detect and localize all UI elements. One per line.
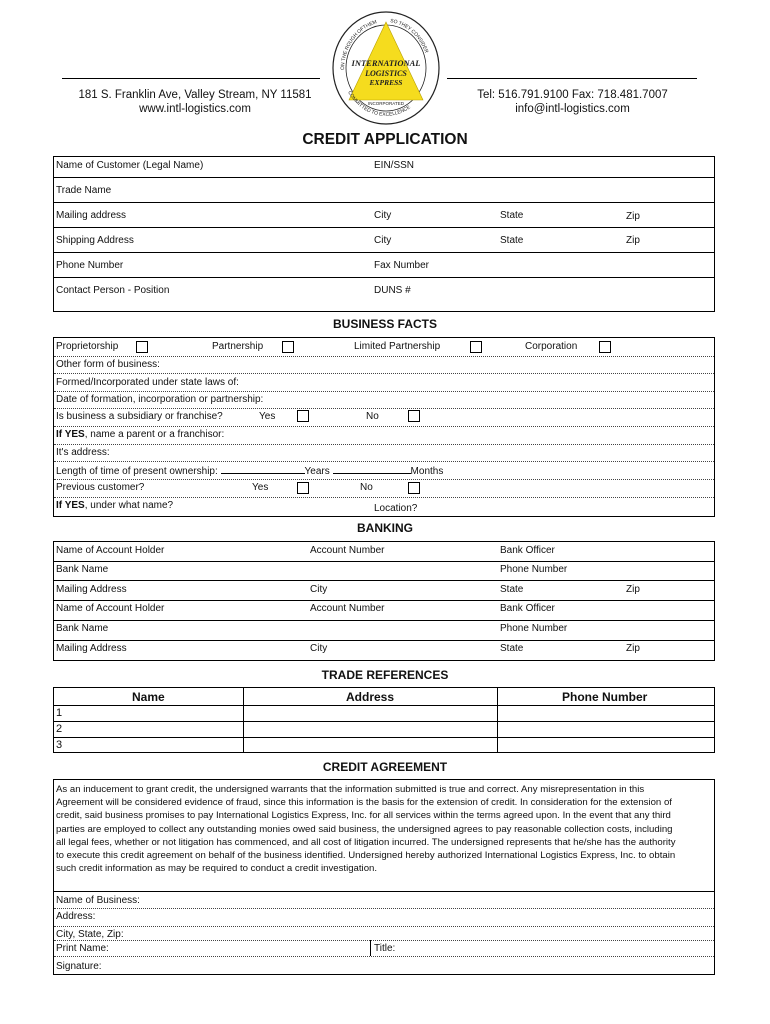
proprietorship-label: Proprietorship — [56, 341, 119, 352]
years-blank[interactable] — [221, 464, 305, 474]
row-divider — [54, 356, 714, 357]
title-field[interactable]: Title: — [374, 943, 396, 954]
previous-no-label: No — [360, 482, 373, 493]
row-divider — [54, 177, 714, 178]
row-divider — [54, 426, 714, 427]
row-divider — [54, 737, 714, 738]
row-divider — [54, 252, 714, 253]
row-divider — [54, 705, 714, 706]
previous-yes-label: Yes — [252, 482, 269, 493]
email-link[interactable]: info@intl-logistics.com — [515, 103, 630, 115]
row-divider — [54, 202, 714, 203]
fax-number-field[interactable]: Fax Number — [374, 260, 430, 271]
phone-fax: Tel: 516.791.9100 Fax: 718.481.7007 — [477, 89, 668, 101]
bank-state-1-field[interactable]: State — [500, 584, 524, 595]
logo-arc-left: ON THE ROUGH OFTHEM — [339, 19, 378, 71]
bank-city-2-field[interactable]: City — [310, 643, 328, 654]
address-line: 181 S. Franklin Ave, Valley Stream, NY 11581 — [78, 89, 312, 101]
other-form-field[interactable]: Other form of business: — [56, 359, 160, 370]
trade-references-title: TRADE REFERENCES — [321, 668, 449, 682]
subsidiary-question: Is business a subsidiary or franchise? — [56, 411, 223, 422]
col-divider — [497, 688, 498, 752]
mailing-address-field[interactable]: Mailing address — [56, 210, 127, 221]
row-divider — [54, 940, 714, 941]
agreement-line: to execute this credit agreement on behalf of the business identified. Undersigned hereby authorized International Logistics Express, Inc. to obtain — [56, 850, 676, 862]
customer-info-box — [53, 156, 715, 312]
partnership-label: Partnership — [212, 341, 264, 352]
logo-name-3: EXPRESS — [369, 78, 403, 87]
agreement-line: such credit information as may be required to conduct a credit investigation. — [56, 863, 378, 875]
signature-field[interactable]: Signature: — [56, 961, 102, 972]
trade-references-table — [53, 687, 715, 753]
city-state-zip-field[interactable]: City, State, Zip: — [56, 929, 124, 940]
previous-name-field[interactable] — [56, 500, 173, 511]
account-number-2-field[interactable]: Account Number — [310, 603, 385, 614]
logo-name-1: INTERNATIONAL — [351, 58, 421, 68]
row-divider — [54, 561, 714, 562]
banking-title: BANKING — [357, 521, 413, 535]
agreement-text — [56, 783, 712, 875]
bank-zip-1-field[interactable]: Zip — [626, 584, 640, 595]
account-number-1-field[interactable]: Account Number — [310, 545, 385, 556]
logo-name-2: LOGISTICS — [365, 69, 407, 78]
account-holder-1-field[interactable]: Name of Account Holder — [56, 545, 165, 556]
col-header-address: Address — [346, 690, 395, 704]
limited-partnership-checkbox[interactable] — [470, 341, 482, 353]
row-divider — [54, 580, 714, 581]
formed-under-field[interactable]: Formed/Incorporated under state laws of: — [56, 377, 239, 388]
row-divider — [54, 926, 714, 927]
bank-state-2-field[interactable]: State — [500, 643, 524, 654]
previous-no-checkbox[interactable] — [408, 482, 420, 494]
credit-agreement-box — [53, 779, 715, 975]
company-contact — [455, 88, 690, 116]
corporation-label: Corporation — [525, 341, 578, 352]
limited-partnership-label: Limited Partnership — [354, 341, 441, 352]
row-divider — [54, 277, 714, 278]
bank-name-1-field[interactable]: Bank Name — [56, 564, 109, 575]
parent-text: , name a parent or a franchisor: — [84, 429, 225, 440]
row-divider — [54, 391, 714, 392]
months-label: Months — [410, 466, 444, 477]
row-divider — [54, 620, 714, 621]
business-facts-title: BUSINESS FACTS — [332, 317, 437, 331]
row-divider — [54, 227, 714, 228]
bank-officer-2-field[interactable]: Bank Officer — [500, 603, 555, 614]
bank-officer-1-field[interactable]: Bank Officer — [500, 545, 555, 556]
bank-name-2-field[interactable]: Bank Name — [56, 623, 109, 634]
bank-city-1-field[interactable]: City — [310, 584, 328, 595]
mailing-city-field[interactable]: City — [374, 210, 392, 221]
business-name-field[interactable]: Name of Business: — [56, 895, 140, 906]
row-divider — [54, 600, 714, 601]
credit-agreement-title: CREDIT AGREEMENT — [322, 760, 448, 774]
row-divider — [54, 640, 714, 641]
bank-phone-2-field[interactable]: Phone Number — [500, 623, 568, 634]
bank-mailing-2-field[interactable]: Mailing Address — [56, 643, 127, 654]
agreement-line: all legal fees, whether or not litigation has commenced, and all cost of litigation incurred. The undersigned represents that he/she has the authority — [56, 836, 676, 848]
business-facts-box — [53, 337, 715, 517]
agreement-line: credit, said business promises to pay International Logistics Express, Inc. for all services within the terms agreed upon. In the event that any third — [56, 810, 671, 822]
parent-franchisor-field[interactable] — [56, 429, 224, 440]
shipping-city-field[interactable]: City — [374, 235, 392, 246]
print-name-field[interactable]: Print Name: — [56, 943, 109, 954]
logo-incorporated: INCORPORATED — [368, 101, 404, 106]
date-formation-field[interactable]: Date of formation, incorporation or partnership: — [56, 394, 264, 405]
under-name-text: , under what name? — [84, 500, 174, 511]
company-logo — [330, 8, 442, 126]
previous-customer-question: Previous customer? — [56, 482, 145, 493]
header-rule-left — [62, 78, 320, 79]
logo-arc-bottom: COMMITTED TO EXCELLENCE — [346, 89, 412, 118]
website-link[interactable]: www.intl-logistics.com — [139, 103, 251, 115]
reference-row-number: 3 — [56, 739, 63, 751]
agreement-line: parties are employed to collect any outstanding monies owed said business, the undersigned agrees to pay reasonable collection costs, including — [56, 823, 673, 835]
shipping-zip-field[interactable]: Zip — [626, 235, 640, 246]
partnership-checkbox[interactable] — [282, 341, 294, 353]
contact-person-field[interactable]: Contact Person - Position — [56, 285, 170, 296]
bank-zip-2-field[interactable]: Zip — [626, 643, 640, 654]
months-blank[interactable] — [333, 464, 411, 474]
shipping-address-field[interactable]: Shipping Address — [56, 235, 134, 246]
mailing-state-field[interactable]: State — [500, 210, 524, 221]
row-divider — [54, 373, 714, 374]
subsidiary-yes-label: Yes — [259, 411, 276, 422]
col-header-phone: Phone Number — [562, 690, 648, 704]
location-field[interactable]: Location? — [374, 503, 418, 514]
col-divider — [243, 688, 244, 752]
form-title: CREDIT APPLICATION — [302, 131, 468, 148]
proprietorship-checkbox[interactable] — [136, 341, 148, 353]
header-rule-right — [447, 78, 697, 79]
subsidiary-no-checkbox[interactable] — [408, 410, 420, 422]
bank-phone-1-field[interactable]: Phone Number — [500, 564, 568, 575]
agreement-address-field[interactable]: Address: — [56, 911, 96, 922]
if-yes-bold: If YES — [56, 500, 85, 511]
agreement-line: As an inducement to grant credit, the undersigned warrants that the information submitted is true and correct. Any misrepresentation in this — [56, 784, 645, 795]
account-holder-2-field[interactable]: Name of Account Holder — [56, 603, 165, 614]
subsidiary-no-label: No — [366, 411, 379, 422]
agreement-line: Agreement will be considered evidence of fraud, since this information is the basis for the extension of credit. In consideration for the extension of — [56, 797, 672, 809]
reference-row-number: 2 — [56, 723, 63, 735]
ein-field[interactable]: EIN/SSN — [374, 160, 415, 171]
previous-yes-checkbox[interactable] — [297, 482, 309, 494]
reference-row-number: 1 — [56, 707, 63, 719]
ownership-length-field[interactable] — [56, 464, 443, 477]
logo-arc-right: SO THEY CONSIDER — [389, 18, 430, 54]
col-header-name: Name — [132, 690, 165, 704]
row-divider — [54, 908, 714, 909]
banking-box — [53, 541, 715, 661]
trade-name-field[interactable]: Trade Name — [56, 185, 112, 196]
row-divider — [54, 408, 714, 409]
row-divider — [54, 956, 714, 957]
legal-name-field[interactable]: Name of Customer (Legal Name) — [56, 160, 204, 171]
phone-number-field[interactable]: Phone Number — [56, 260, 124, 271]
print-name-divider — [370, 940, 371, 956]
bank-mailing-1-field[interactable]: Mailing Address — [56, 584, 127, 595]
row-divider — [54, 721, 714, 722]
its-address-field[interactable]: It's address: — [56, 447, 110, 458]
mailing-zip-field[interactable]: Zip — [626, 211, 640, 222]
row-divider — [54, 891, 714, 892]
row-divider — [54, 461, 714, 462]
subsidiary-yes-checkbox[interactable] — [297, 410, 309, 422]
duns-field[interactable]: DUNS # — [374, 285, 411, 296]
shipping-state-field[interactable]: State — [500, 235, 524, 246]
length-label: Length of time of present ownership: — [56, 466, 218, 477]
row-divider — [54, 497, 714, 498]
row-divider — [54, 444, 714, 445]
if-yes-bold: If YES — [56, 429, 85, 440]
row-divider — [54, 479, 714, 480]
corporation-checkbox[interactable] — [599, 341, 611, 353]
company-address — [55, 88, 335, 116]
years-label: Years — [304, 466, 330, 477]
